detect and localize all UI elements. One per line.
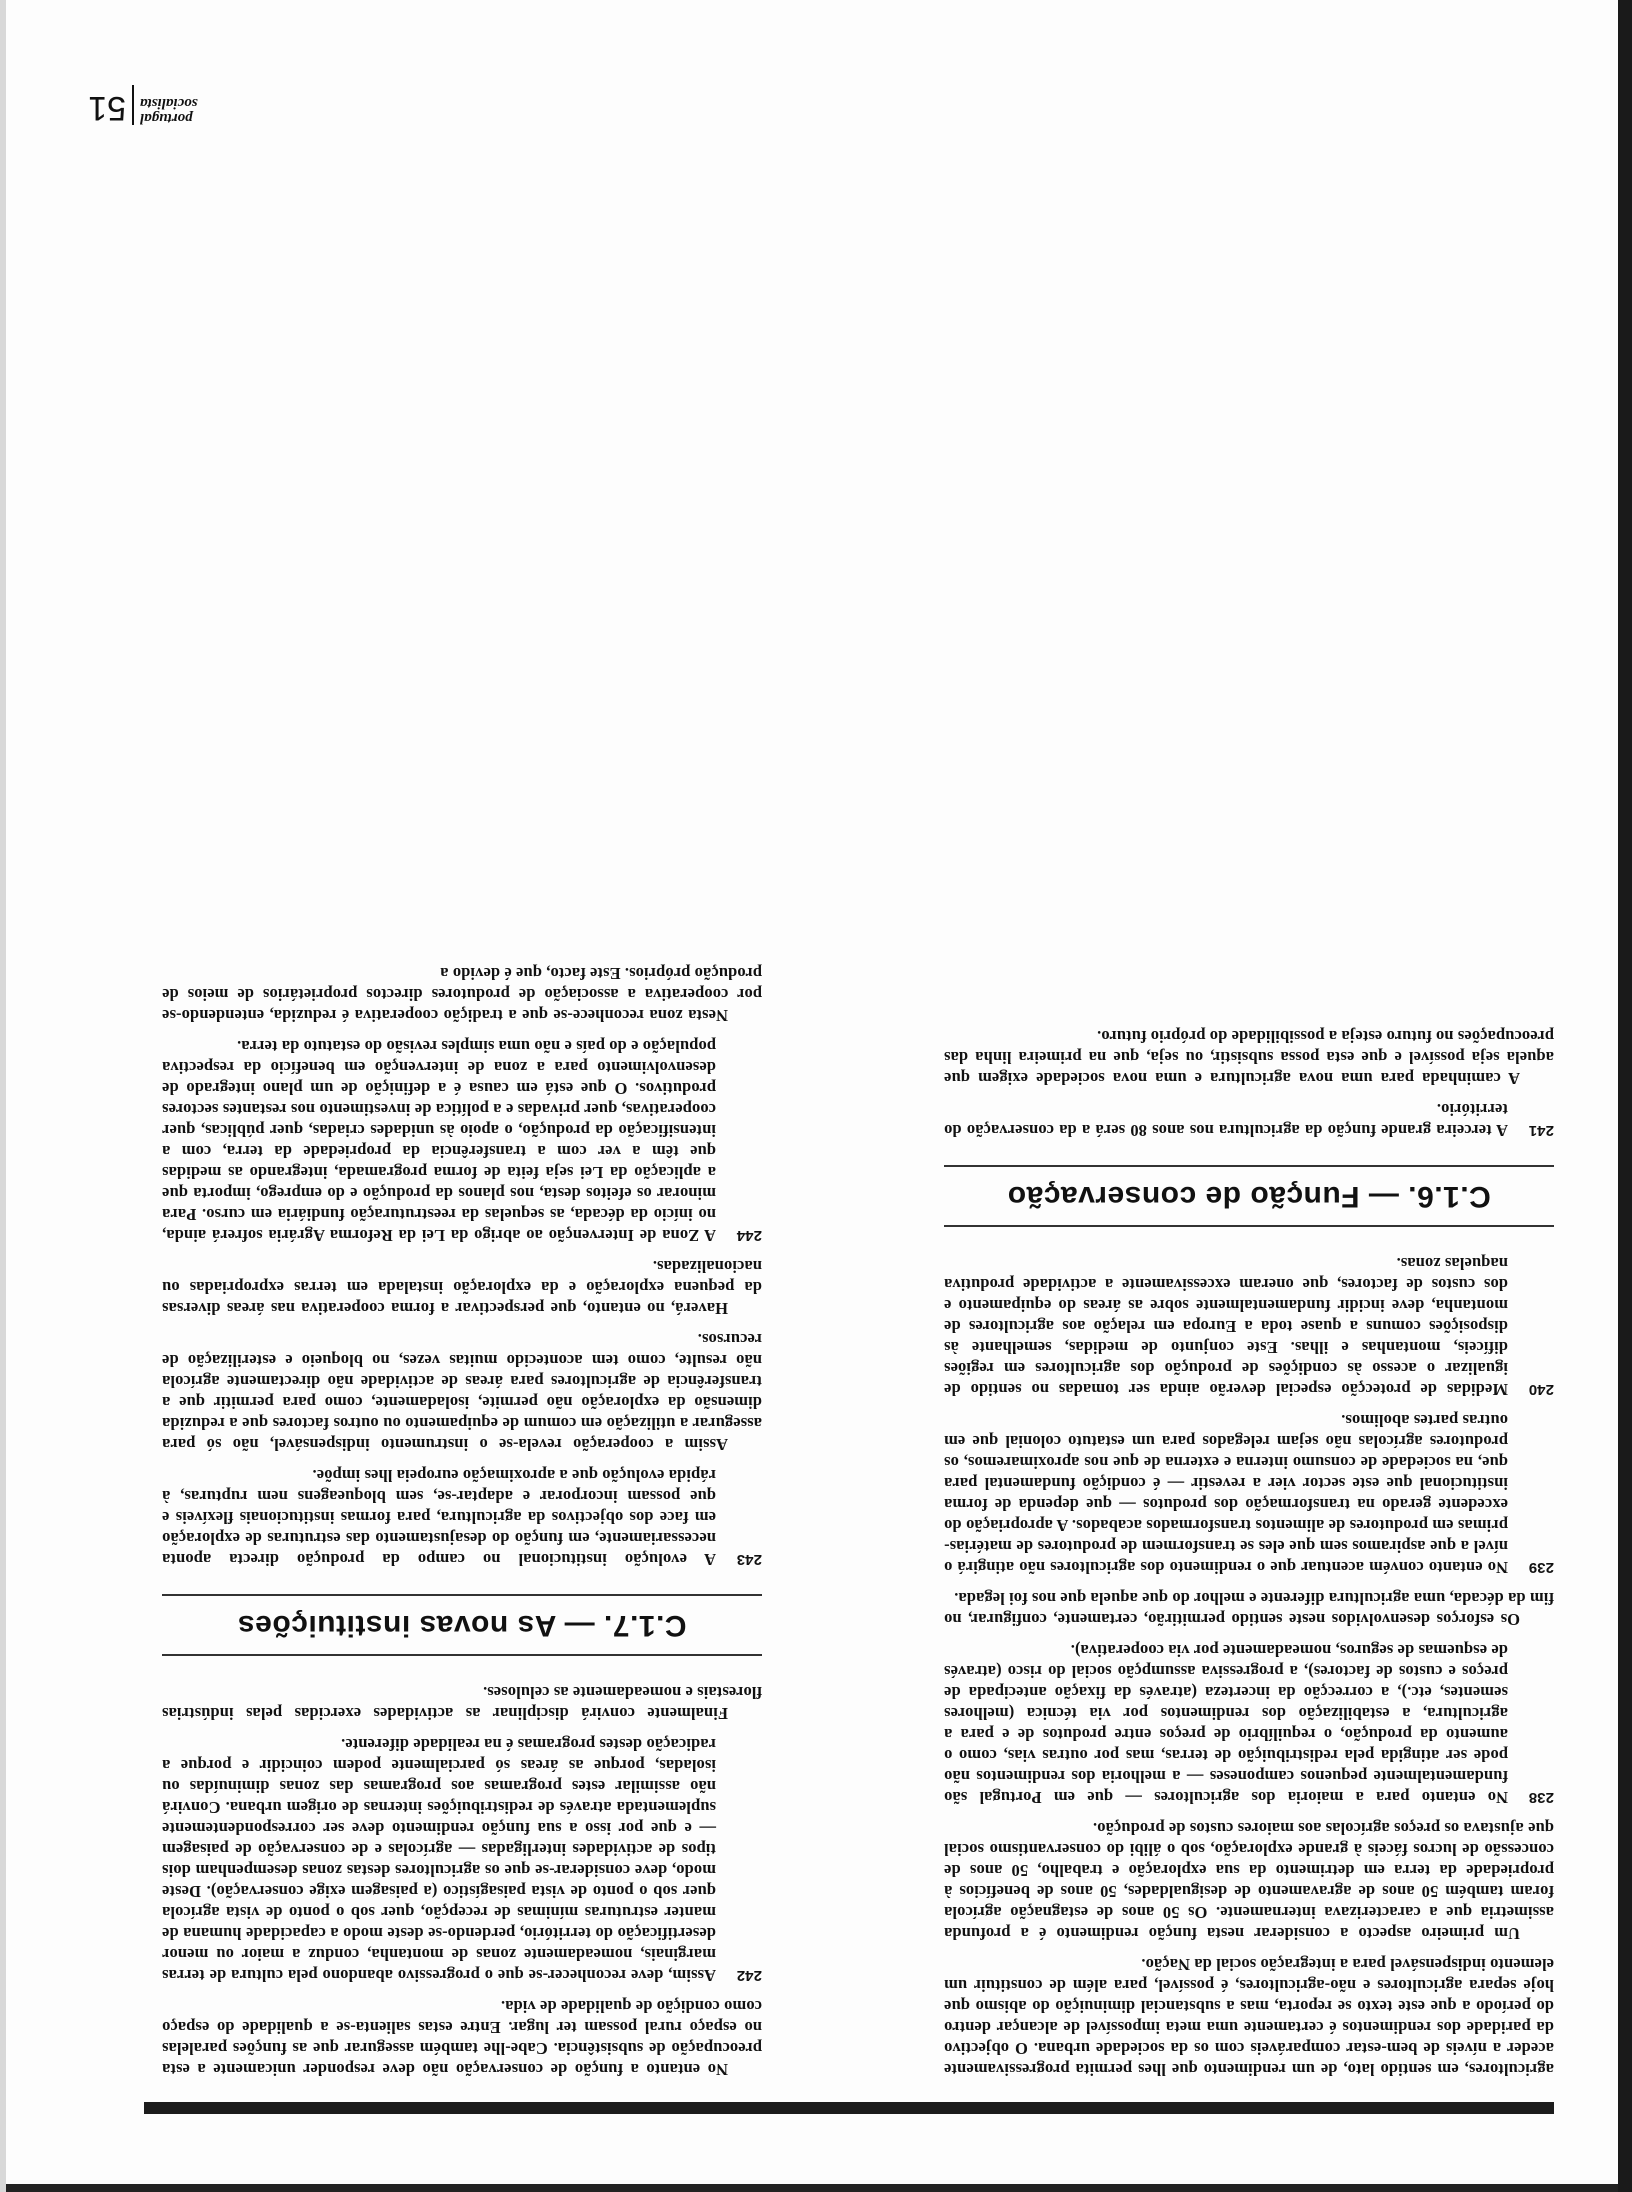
paragraph-number: 244 (736, 1227, 762, 1244)
logo-line: socialista (140, 95, 198, 111)
numbered-paragraph-238 (944, 1640, 1554, 1808)
paragraph-text: A terceira grande função da agricultura nos anos 80 será a da conservação do território. (944, 1100, 1508, 1140)
section-rule (944, 1225, 1554, 1227)
paragraph: Haverá, no entanto, que perspectivar a forma cooperativa nas áreas diversas da pequena exploração e da exploração instalada em terras expropriadas ou nacionalizadas. (162, 1257, 762, 1318)
paragraph: Os esforços desenvolvidos neste sentido permitirão, certamente, configurar, no fim da década, uma agricultura diferente e melhor do que aquela que nos foi legada. (944, 1589, 1554, 1629)
section-heading: C.1.7. — As novas instituições (237, 1609, 687, 1642)
section-c17 (162, 1594, 762, 1656)
numbered-paragraph-242 (162, 1734, 762, 1986)
scan-edge-left (1618, 0, 1632, 2192)
left-column (944, 1016, 1554, 2080)
section-c16 (944, 1165, 1554, 1227)
paragraph-text: No entanto convém acentuar que o rendimento dos agricultores não atingirá o nível a que aspiramos sem que eles se transformem de produtores de matérias-primas em produtores de alimentos transformados acabados. A apropriação do excedente gerado na transformação dos produtos — que dependa de forma institucional que este sector vier a revestir — é condição fundamental para que, na sociedade de consumo interna e externa de que nos aproximaremos, os produtores agrícolas não sejam relegados para um estatuto colonial que em outras partes abolimos. (944, 1411, 1508, 1577)
paragraph: Um primeiro aspecto a considerar nesta função rendimento é a profunda assimetria que a caracterizava internamente. Os 50 anos de estagnação agrícola foram também 50 anos de agravamento de desigualdades, 50 anos de benefícios à propriedade da terra em detrimento da sua exploração e trabalho, 50 anos de concessão de lucros fáceis à grande exploração, sob o álibi do conservantismo social que ajustava os preços agrícolas aos maiores custos de produção. (944, 1819, 1554, 1943)
folio (82, 79, 232, 127)
section-rule (162, 1594, 762, 1596)
paragraph: Nesta zona reconhece-se que a tradição cooperativa é reduzida, entendendo-se por cooperativa a associação de produtores directos proprietários de meios de produção próprios. Este facto, que é devido a (162, 964, 762, 1025)
scan-edge-top (0, 2184, 1632, 2192)
paragraph-text: Assim, deve reconhecer-se que o progressivo abandono pela cultura de terras marginais, nomeadamente zonas de montanha, conduz a maior ou menor desertificação do território, perdendo-se deste modo a capacidade humana de manter estruturas mínimas de recepção, quer sob o ponto de vista agrícola quer sob o ponto de vista paisagístico (a paisagem exige conservação). Deste modo, deve considerar-se que os agricultores destas zonas desempenham dois tipos de actividades interligadas — agrícolas e de conservação de paisagem — e que por isso a sua função rendimento deve ser correspondentemente suplementada através de redistribuições internas de origem urbana. Convirá não assimilar estes programas aos programas das zonas diminuídas ou isoladas, porque as áreas só parcialmente podem coincidir e porque a radicação destes programas é na realidade diferente. (162, 1735, 716, 1985)
scan-edge-right (0, 0, 6, 2192)
paragraph-number: 240 (1528, 1381, 1554, 1398)
paragraph: Assim a cooperação revela-se o instrumento indispensável, não só para assegurar a utilização em comum de equipamento ou outros factores que a reduzida dimensão da exploração não permite, isoladamente, como para permitir que a transferência de agricultores para áreas de actividade não directamente agrícola não resulte, como tem acontecido muitas vezes, no bloqueio e esterilização de recursos. (162, 1330, 762, 1454)
numbered-paragraph-239 (944, 1410, 1554, 1578)
publication-logo (140, 85, 232, 125)
paragraph-text: No entanto para a maioria dos agricultores — que em Portugal são fundamentalmente pequenos camponeses — a melhoria dos rendimentos não pode ser atingida pela redistribuição de terras, mas por outras vias, como o aumento da produção, o requilíbrio de preços entre produtos de e para a agricultura, a estabilização dos rendimentos por via técnica (melhores sementes, etc.), a correcção da incerteza (através da fixação antecipada de preços e custos de factores), a progressiva assumpção social do risco (através de esquemas de seguros, nomeadamente por via cooperativa). (944, 1641, 1508, 1807)
paragraph-number: 238 (1528, 1789, 1554, 1806)
paragraph: Finalmente convirá disciplinar as actividades exercidas pelas indústrias florestais e nomeadamente as celuloses. (162, 1683, 762, 1723)
section-heading: C.1.6. — Função de conservação (1007, 1180, 1491, 1213)
paragraph-number: 241 (1528, 1122, 1554, 1139)
numbered-paragraph-244 (162, 1036, 762, 1246)
section-rule (944, 1165, 1554, 1167)
right-column (162, 953, 762, 2080)
numbered-paragraph-240 (944, 1253, 1554, 1400)
numbered-paragraph-241 (944, 1099, 1554, 1141)
paragraph-text: A evolução institucional no campo da produção directa aponta necessariamente, em função do desajustamento das estruturas de exploração em face dos objectivos da agricultura, para formas institucionais flexíveis e que possam incorporar e adaptar-se, sem bloqueagens nem rupturas, à rápida evolução que a aproximação europeia lhes impõe. (162, 1466, 716, 1569)
section-rule (162, 1654, 762, 1656)
page-number: 51 (88, 89, 126, 127)
paragraph-number: 242 (736, 1967, 762, 1984)
paragraph: A caminhada para uma nova agricultura e uma nova sociedade exigem que aquela seja possível e que esta possa subsistir, ou seja, que na primeira linha das preocupações no futuro esteja a possibilidade do próprio futuro. (944, 1027, 1554, 1088)
paragraph: agricultores, em sentido lato, de um rendimento que lhes permita progressivamente aceder a níveis de bem-estar comparáveis com os da sociedade urbana. O objectivo da paridade dos rendimentos é certamente uma meta impossível de alcançar dentro do período a que este texto se reporta, mas a substancial diminuição do abismo que hoje separa agricultores e não-agricultores, é possível, para além de constituir um elemento indispensável para a integração social da Nação. (944, 1955, 1554, 2079)
numbered-paragraph-243 (162, 1465, 762, 1570)
paragraph-number: 239 (1528, 1559, 1554, 1576)
paragraph-text: A Zona de Intervenção ao abrigo da Lei da Reforma Agrária sofrerá ainda, no início da década, as sequelas da reestruturação fundiária em curso. Para minorar os efeitos desta, nos planos da produção e do emprego, importa que a aplicação da Lei seja feita de forma programada, integrando as medidas que têm a ver com a transferência da propriedade da terra, com a intensificação da produção, o apoio às unidades criadas, quer públicas, quer cooperativas, quer privadas e a política de investimento nos restantes sectores produtivos. O que está em causa é a definição de um plano integrado de desenvolvimento para a zona de intervenção em benefício da respectiva população e do país e não uma simples revisão do estatuto da terra. (162, 1037, 716, 1245)
paragraph-text: Medidas de protecção especial deverão ainda ser tomadas no sentido de igualizar o acesso às condições de produção dos agricultores em regiões difíceis, montanhas e ilhas. Este conjunto de medidas, semelhante às disposições comuns a quase toda a Europa em relação aos agricultores de montanha, deve incidir fundamentalmente sobre as áreas do equipamento e dos custos de factores, que oneram excessivamente a actividade produtiva naquelas zonas. (944, 1254, 1508, 1399)
paragraph: No entanto a função de conservação não deve responder unicamente a esta preocupação de subsistência. Cabe-lhe também assegurar que as funções paralelas no espaço rural possam ter lugar. Entre estas salienta-se a qualidade do espaço como condição de qualidade de vida. (162, 1997, 762, 2079)
top-rule (144, 2102, 1554, 2114)
paragraph-number: 243 (736, 1551, 762, 1568)
logo-line: portugal (140, 110, 193, 126)
folio-separator (132, 85, 134, 125)
